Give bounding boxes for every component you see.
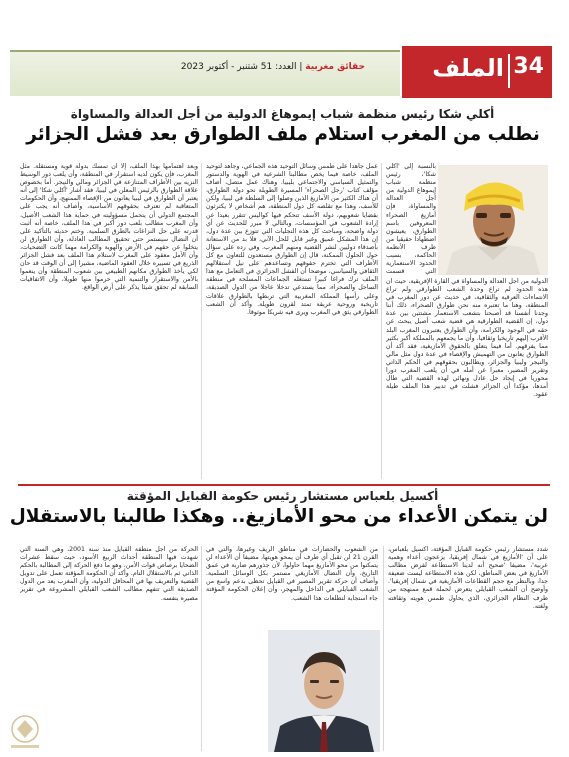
- article2-kicker: أكسيل بلعباس مستشار رئيس حكومة القبايل المؤقتة: [126, 489, 439, 503]
- section-tab: [402, 46, 552, 98]
- article1-headline: نطلب من المغرب استلام ملف الطوارق بعد فشل الجزائر: [26, 124, 540, 145]
- article1-kicker: أكلي شكا رئيس منظمة شباب إيموهاغ الدولية من أجل العدالة والمساواة: [70, 107, 495, 121]
- portrait-illustration: [438, 165, 548, 275]
- emblem-icon: [5, 712, 45, 752]
- article1-column-right: الدولية من أجل العدالة والمساواة في القارة الإفريقية، حيث أن هذه الحدود لم تراع وحدة الشعب الطوارقي ولم تراع الانتماءات العرقية والثقافية، في حديث عن دور المغرب في المنطقة، وهنا ما تعتبره منه نحن طوارق الصحراء، ذلك أننا وجدنا أنفسنا قد أصبحنا بتشعب الاستعمار مشتتين بين عدة دول، إن القضية الطوارقية هي قضية شعب أصيل يبحث عن حقه في الوجود والكرامة، وأن الطوارق يعتبرون المغرب البلد الأقرب إليهم تاريخيا وثقافيا، وأن ما يجمعهم بالمملكة أكبر بكثير مما يفرقهم. أما فيما يتعلق بالحقوق الأمازيغية، فقد أكد أن الطوارق يعانون من التهميش والإقصاء في عدة دول مثل مالي والنيجر وليبيا والجزائر، ويطالبون بحقوقهم في الحكم الذاتي وتقرير المصير، معبرا عن أمله في أن يلعب المغرب دورا محوريا في إيجاد حل عادل ونهائي لهذه القضية التي طال أمدها، مؤكدا أن الجزائر فشلت في تدبير هذا الملف طيلة عقود.: [386, 278, 548, 399]
- article1-column-right-top: بالنسبة إلى 'أكلي شكا'، رئيس منظمة شباب إيموهاغ الدولية من أجل العدالة والمساواة، فإن أمازيغ الصحراء المعروفين باسم الطوارق، يعيشون اضطهادا حقيقيا من طرف الأنظمة الحاكمة، بسبب الحدود الاستعمارية التي قسمت: [386, 163, 436, 275]
- article-divider: [18, 484, 550, 486]
- article2-headline: لن يتمكن الأعداء من محو الأمازيغ.. وهكذا طالبنا بالاستقلال: [9, 506, 548, 527]
- column-rule: [383, 546, 384, 751]
- header-band: [10, 50, 400, 96]
- column-rule: [381, 163, 382, 479]
- article2-column-left: الحركة من أجل منطقة القبايل منذ سنة 2001، وهي السنة التي شهدت فيها المنطقة أحداث الربيع الأسود، حيث سقط عشرات الضحايا برصاص قوات الأمن، وهو ما دفع الحركة إلى المطالبة بالحكم الذاتي ثم بالاستقلال التام. وأكد أن الحكومة المؤقتة تعمل على تدويل القضية والتعريف بها في المحافل الدولية، وأن المغرب يعد من الدول الصديقة التي تتفهم مطالب الشعب القبايلي المشروعة في تقرير مصيره بنفسه.: [20, 546, 198, 602]
- article2-column-right: شدد مستشار رئيس حكومة القبايل المؤقتة، أكسيل بلعباس، على أن 'الأمازيغ في شمال إفريقيا، يزعجون أعداء وهمية عربية'، مضيفا 'صحيح أنه لدينا الاستطاعة لفرض مطالب الأمازيغ في بعض المناطق، لكن هذه الاستطاعة ليست ضعيفة جدا، وبالنظر مع حجم القطاعات الأمازيغية في شمال إفريقيا'. وأوضح أن الشعب القبايلي يتعرض لحملة قمع ممنهجة من طرف النظام الجزائري، الذي يحاول طمس هويته وثقافته ولغته.: [388, 546, 548, 610]
- portrait2-illustration: [268, 630, 380, 752]
- tab-divider: [508, 54, 510, 88]
- page-header: [10, 46, 552, 98]
- column-rule: [201, 546, 202, 751]
- magazine-brand: حقائق مغربية: [305, 62, 365, 72]
- issue-line: [35, 62, 365, 78]
- article1-column-left: وبعد اهتمامها بهذا الملف، إلا أن تمسك بدولة قوية ومستقلة. مثل المغرب، فإن يكون لديه استقرار في المنطقة، وأن يلعب دور الوسيط النزيه بين الأطراف المتنازعة في الجزائر ومالي والنيجر. أما بخصوص علاقة الطوارق بالرئيس المعلن في ليبيا، فقد أشار 'أكلي شكا' إلى أنه يعتبر أن الطوارق في ليبيا يعانون من الإقصاء الممنهج، وأن الحكومات المتعاقبة لم تعترف بحقوقهم الأساسية، وأضاف أنه يجب على المجتمع الدولي أن يتحمل مسؤوليته في حماية هذا الشعب الأصيل، وأن المغرب مطالب بلعب دور أكبر في هذا الملف، خاصة أنه أثبت قدرته على حل النزاعات بالطرق السلمية. وختم حديثه بالتأكيد على أن النضال سيستمر حتى تحقيق المطالب العادلة، وأن الطوارق لن يتخلوا عن حقهم في الأرض والهوية والكرامة مهما كانت التضحيات، وأن الأمل معقود على المغرب لاستلام هذا الملف بعد فشل الجزائر الذريع في تسييره خلال العقود الماضية، مشيرا إلى أن الوقت قد حان لكي يأخذ الطوارق مكانهم الطبيعي بين شعوب المنطقة وأن ينعموا بالأمن والاستقرار والتنمية التي حرموا منها طويلا، وأن الاتفاقيات السابقة لم تحقق شيئا يذكر على أرض الواقع.: [20, 163, 198, 292]
- interviewee-portrait-photo: [438, 165, 548, 275]
- column-rule: [201, 163, 202, 479]
- arab-defense-forum-watermark-logo: [5, 712, 45, 752]
- header-separator: |: [299, 62, 303, 72]
- article2-column-middle: من الشعوب والحضارات في مناطق الريف وغيرها، والتي في القرن 21 لن تقبل أي طرف أن يمحو هويتها، مضيفا أن الأعداء لن يتمكنوا من محو الأمازيغ مهما حاولوا، لأن جذورهم ضاربة في عمق التاريخ، وأن النضال الأمازيغي مستمر بكل الوسائل السلمية. وأضاف أن حركة تقرير المصير في القبايل تحظى بدعم واسع من الشعب القبايلي في الداخل والمهجر، وأن إعلان الحكومة المؤقتة جاء استجابة لتطلعات هذا الشعب.: [206, 546, 378, 602]
- interviewee2-portrait-photo: [268, 630, 380, 752]
- section-title: الملف: [432, 54, 504, 82]
- article1-column-middle: عمل جاهدا على طمس وسائل التوحيد هذه الجماعي، وجاهد لتوحيد الملف، خاصة فيما يخص مطالبنا الشرعية في الهوية والدستور والتمثيل السياسي والاجتماعي بليبيا. وهناك عمل متصل، أضاف مؤلف كتاب 'رجل الصحراء' المسيرة الطويلة نحو دولة الطوارق، أن هناك الكثير من الأمازيغ الذين وصلوا إلى السلطة في ليبيا، ولكن للأسف، وهذا مع تقلصه كل دول المنطقة، هم أشخاص لا يكترثون بقضايا شعوبهم، دولة الأسف تتحكم فيها كواليس تتقرر بعيدا عن إرادة الشعوب في المؤسسات، وبالتالي لا مبرر للحديث عن أي دولة واضحة، ومباحث كل هذه التجليات التي تتوزع بين عدة دول، إن هذا المشكل عميق وغير قابل للحل الآني، فلا بد من الاستعانة بأصدقاء دوليين لنشر القضية ومنهم المغرب. وفي رده على سؤال حول الحلول الممكنة، قال إن الطوارق مستعدون للتعاون مع كل الأطراف التي تحترم حقوقهم وتساعدهم على نيل استقلالهم الثقافي والسياسي، موضحا أن الفشل الجزائري في التعامل مع هذا الملف ترك فراغا كبيرا تستغله الجماعات المسلحة في منطقة الساحل والصحراء، مما يستدعي تدخلا عاجلا من الدول الصديقة، وعلى رأسها المملكة المغربية التي تربطها بالطوارق علاقات تاريخية وروحية عريقة تمتد لقرون طويلة. وأكد أن الشعب الطوارقي يثق في المغرب ويرى فيه شريكا موثوقا.: [206, 163, 378, 316]
- issue-info: العدد: 51 شتنبر - أكتوبر 2023: [180, 62, 297, 72]
- page-number: 34: [513, 54, 544, 79]
